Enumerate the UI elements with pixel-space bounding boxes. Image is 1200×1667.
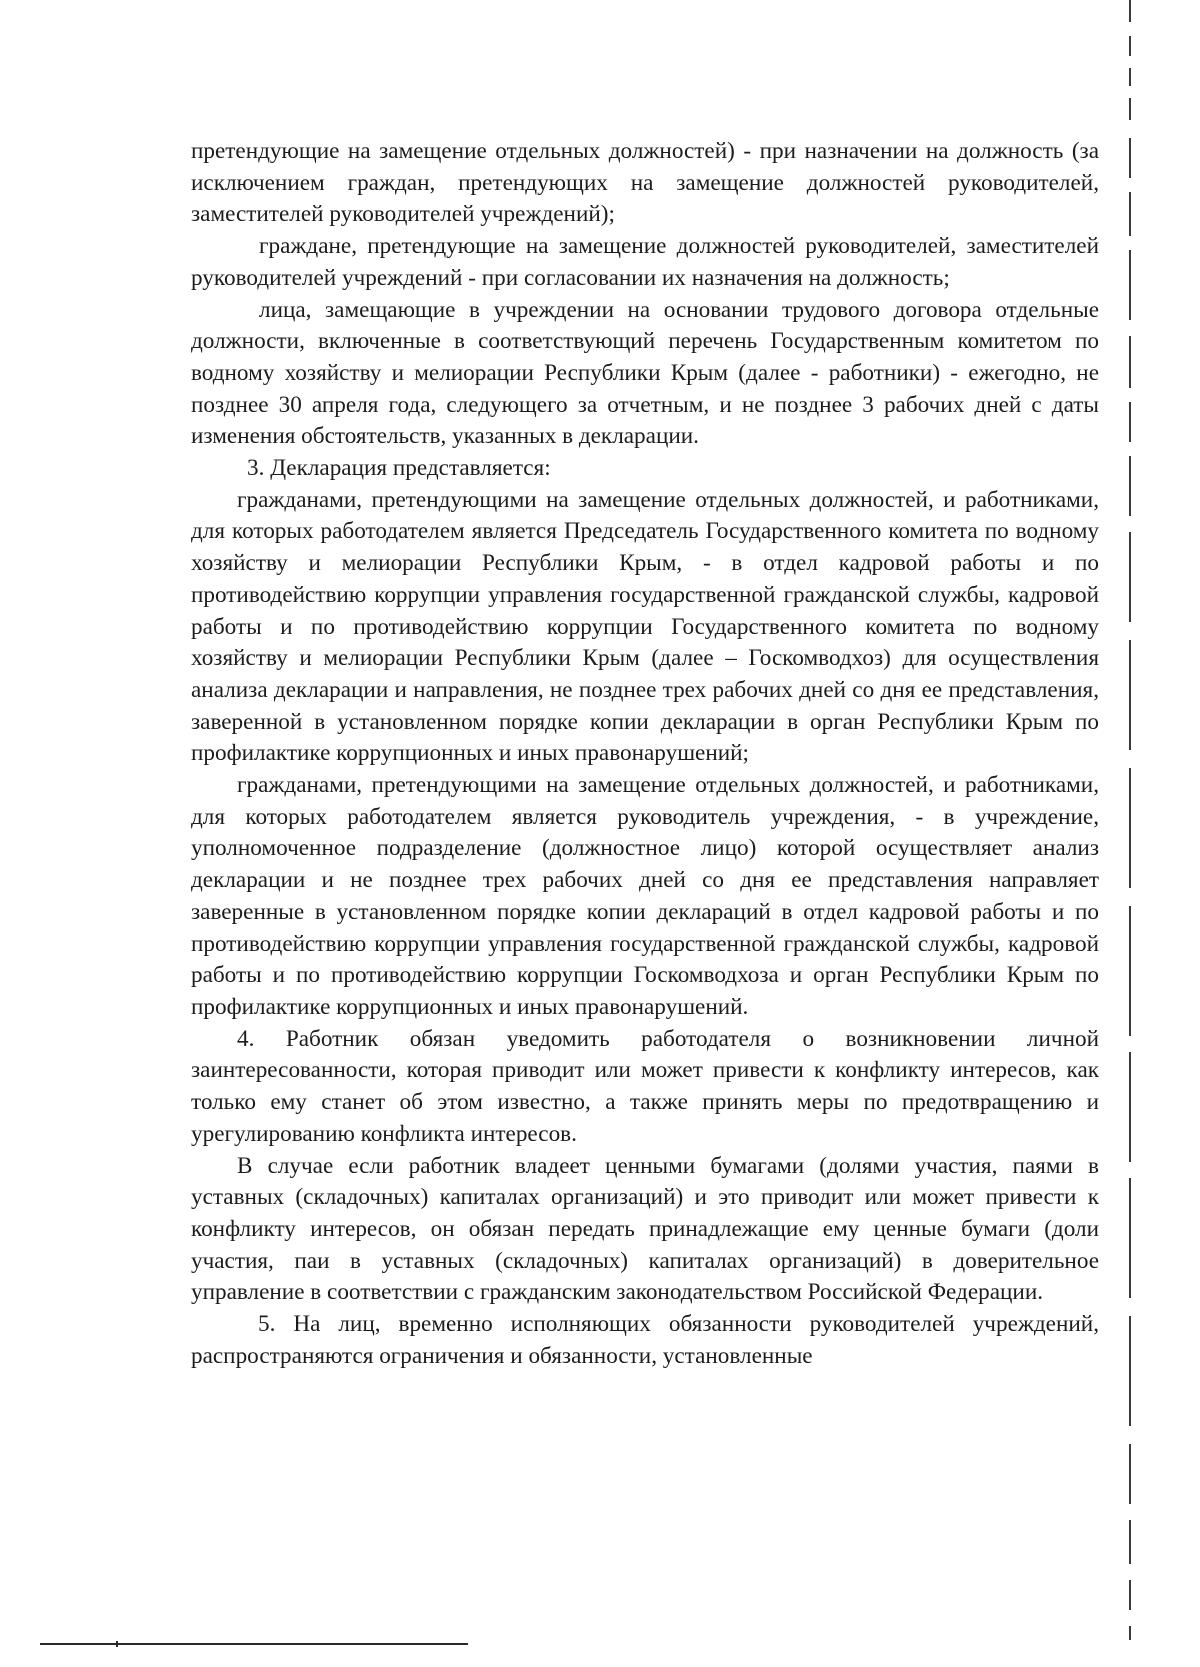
paragraph-item-4: 4. Работник обязан уведомить работодателя о возникновении личной заинтересованности, которая приводит или может привести к конфликту интересов, как только ему станет об этом известно, а также принять меры по предотвращению и урегулированию конфликта интересов. <box>191 1025 1099 1147</box>
footnote-separator <box>40 1643 468 1645</box>
document-body <box>191 136 1099 1372</box>
paragraph-item-3: 3. Декларация представляется: <box>247 455 551 482</box>
paragraph-citizens-heads: граждане, претендующие на замещение должностей руководителей, заместителей руководителей учреждений - при согласовании их назначения на должность; <box>191 233 1099 291</box>
scan-edge-line <box>1129 0 1131 1667</box>
paragraph-item-3-chairman: гражданами, претендующими на замещение отдельных должностей, и работниками, для которых работодателем является Председатель Государственного комитета по водному хозяйству и мелиорации Республики Крым, - в отдел кадровой работы и по противодействию коррупции управления государственной гражданской службы, кадровой работы и по противодействию коррупции Государственного комитета по водному хозяйству и мелиорации Республики Крым (далее – Госкомводхоз) для осуществления анализа декларации и направления, не позднее трех рабочих дней со дня ее представления, заверенной в установленном порядке копии декларации в орган Республики Крым по профилактике коррупционных и иных правонарушений; <box>191 486 1099 767</box>
footnote-separator-tick <box>116 1641 118 1647</box>
paragraph-item-4-securities: В случае если работник владеет ценными бумагами (долями участия, паями в уставных (складочных) капиталах организаций) и это приводит или может привести к конфликту интересов, он обязан передать принадлежащие ему ценные бумаги (доли участия, паи в уставных (складочных) капиталах организаций) в доверительное управление в соответствии с гражданским законодательством Российской Федерации. <box>191 1152 1099 1306</box>
paragraph-continuation: претендующие на замещение отдельных должностей) - при назначении на должность (за исключением граждан, претендующих на замещение должностей руководителей, заместителей руководителей учреждений); <box>191 138 1099 228</box>
paragraph-employees: лица, замещающие в учреждении на основании трудового договора отдельные должности, включенные в соответствующий перечень Государственным комитетом по водному хозяйству и мелиорации Республики Крым (далее - работники) - ежегодно, не позднее 30 апреля года, следующего за отчетным, и не позднее 3 рабочих дней с даты изменения обстоятельств, указанных в декларации. <box>191 296 1099 450</box>
paragraph-item-3-head: гражданами, претендующими на замещение отдельных должностей, и работниками, для которых работодателем является руководитель учреждения, - в учреждение, уполномоченное подразделение (должностное лицо) которой осуществляет анализ декларации и не позднее трех рабочих дней со дня ее представления направляет заверенные в установленном порядке копии деклараций в отдел кадровой работы и по противодействию коррупции управления государственной гражданской службы, кадровой работы и по противодействию коррупции Госкомводхоза и орган Республики Крым по профилактике коррупционных и иных правонарушений. <box>191 772 1099 1020</box>
paragraph-item-5: 5. На лиц, временно исполняющих обязанности руководителей учреждений, распространяются ограничения и обязанности, установленные <box>191 1311 1099 1369</box>
